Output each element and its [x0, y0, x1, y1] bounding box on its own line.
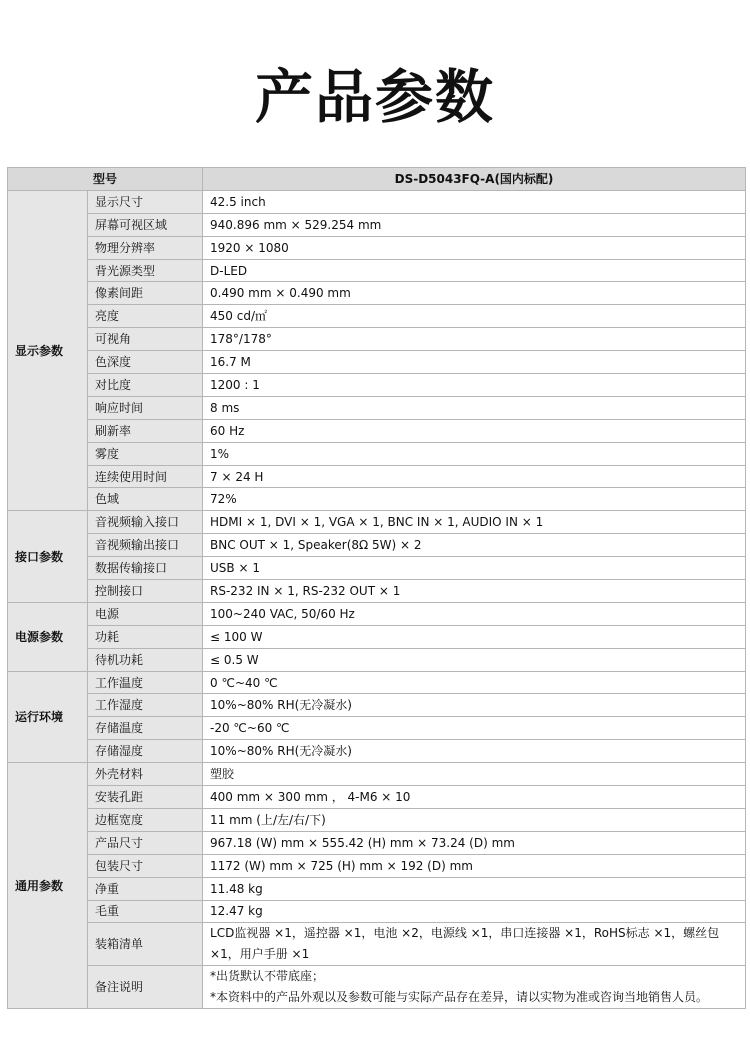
param-value: HDMI × 1, DVI × 1, VGA × 1, BNC IN × 1, AUDIO IN × 1: [203, 511, 746, 534]
param-name: 音视频输入接口: [88, 511, 203, 534]
param-value: 0.490 mm × 0.490 mm: [203, 282, 746, 305]
table-row: [8, 966, 746, 1009]
table-row: [8, 213, 746, 236]
param-name: 显示尺寸: [88, 190, 203, 213]
table-row: [8, 305, 746, 328]
group-label: 接口参数: [8, 511, 88, 603]
group-label: 通用参数: [8, 763, 88, 1009]
param-value: [203, 966, 746, 1009]
param-value: 100~240 VAC, 50/60 Hz: [203, 602, 746, 625]
table-row: [8, 717, 746, 740]
param-value-line: ×1，用户手册 ×1: [210, 947, 310, 962]
param-value: 8 ms: [203, 396, 746, 419]
param-value-line: LCD监视器 ×1，遥控器 ×1，电池 ×2，电源线 ×1，串口连接器 ×1，RoHS标志 ×1，螺丝包: [210, 926, 720, 941]
param-value: 11 mm (上/左/右/下): [203, 808, 746, 831]
table-row: [8, 900, 746, 923]
param-name: 工作温度: [88, 671, 203, 694]
table-row: [8, 602, 746, 625]
param-value: 10%~80% RH(无冷凝水): [203, 740, 746, 763]
param-value: 178°/178°: [203, 328, 746, 351]
param-name: 净重: [88, 877, 203, 900]
table-row: [8, 488, 746, 511]
param-name: 刷新率: [88, 419, 203, 442]
table-row: [8, 190, 746, 213]
table-row: [8, 648, 746, 671]
param-value: 塑胶: [203, 763, 746, 786]
param-name: 背光源类型: [88, 259, 203, 282]
table-row: [8, 831, 746, 854]
table-row: [8, 740, 746, 763]
param-value: 1200 : 1: [203, 374, 746, 397]
param-name: 音视频输出接口: [88, 534, 203, 557]
param-value: 11.48 kg: [203, 877, 746, 900]
param-name: 边框宽度: [88, 808, 203, 831]
table-row: [8, 465, 746, 488]
param-name: 存储湿度: [88, 740, 203, 763]
param-name: 装箱清单: [88, 923, 203, 966]
page-title: 产品参数: [254, 63, 495, 131]
param-name: 待机功耗: [88, 648, 203, 671]
param-value: D-LED: [203, 259, 746, 282]
param-value: 0 ℃~40 ℃: [203, 671, 746, 694]
param-name: 连续使用时间: [88, 465, 203, 488]
param-name: 备注说明: [88, 966, 203, 1009]
param-value: 12.47 kg: [203, 900, 746, 923]
param-name: 对比度: [88, 374, 203, 397]
group-label: 电源参数: [8, 602, 88, 671]
table-row: [8, 328, 746, 351]
table-row: [8, 877, 746, 900]
param-value: ≤ 100 W: [203, 625, 746, 648]
param-value: 72%: [203, 488, 746, 511]
param-value: 400 mm × 300 mm ， 4-M6 × 10: [203, 786, 746, 809]
param-value: [203, 923, 746, 966]
table-row: [8, 625, 746, 648]
param-name: 产品尺寸: [88, 831, 203, 854]
param-name: 存储温度: [88, 717, 203, 740]
param-name: 响应时间: [88, 396, 203, 419]
param-name: 功耗: [88, 625, 203, 648]
param-name: 物理分辨率: [88, 236, 203, 259]
table-row: [8, 854, 746, 877]
table-row: [8, 786, 746, 809]
param-name: 电源: [88, 602, 203, 625]
table-row: [8, 282, 746, 305]
param-value: USB × 1: [203, 557, 746, 580]
table-row: [8, 808, 746, 831]
param-name: 工作湿度: [88, 694, 203, 717]
table-row: [8, 923, 746, 966]
param-name: 控制接口: [88, 580, 203, 603]
param-name: 雾度: [88, 442, 203, 465]
param-value-line: *本资料中的产品外观以及参数可能与实际产品存在差异，请以实物为准或咨询当地销售人员。: [210, 990, 709, 1005]
spec-table: [7, 167, 746, 1009]
table-row: [8, 763, 746, 786]
table-row: [8, 374, 746, 397]
param-value: 10%~80% RH(无冷凝水): [203, 694, 746, 717]
param-name: 毛重: [88, 900, 203, 923]
table-row: [8, 259, 746, 282]
param-value: -20 ℃~60 ℃: [203, 717, 746, 740]
param-name: 外壳材料: [88, 763, 203, 786]
table-row: [8, 557, 746, 580]
group-label: 运行环境: [8, 671, 88, 763]
param-value: BNC OUT × 1, Speaker(8Ω 5W) × 2: [203, 534, 746, 557]
param-value: 967.18 (W) mm × 555.42 (H) mm × 73.24 (D) mm: [203, 831, 746, 854]
model-label: 型号: [8, 168, 203, 191]
param-value: 940.896 mm × 529.254 mm: [203, 213, 746, 236]
param-name: 数据传输接口: [88, 557, 203, 580]
table-row: [8, 694, 746, 717]
model-value: DS-D5043FQ-A(国内标配): [203, 168, 746, 191]
param-name: 安装孔距: [88, 786, 203, 809]
param-value: 1172 (W) mm × 725 (H) mm × 192 (D) mm: [203, 854, 746, 877]
param-value: 1920 × 1080: [203, 236, 746, 259]
table-row: [8, 511, 746, 534]
param-name: 可视角: [88, 328, 203, 351]
table-row: [8, 671, 746, 694]
group-label: 显示参数: [8, 190, 88, 510]
param-name: 色深度: [88, 351, 203, 374]
param-value: ≤ 0.5 W: [203, 648, 746, 671]
param-name: 亮度: [88, 305, 203, 328]
table-row: [8, 419, 746, 442]
param-name: 色域: [88, 488, 203, 511]
table-row: [8, 351, 746, 374]
table-row: [8, 442, 746, 465]
param-value: 450 cd/㎡: [203, 305, 746, 328]
table-row: [8, 580, 746, 603]
param-name: 屏幕可视区域: [88, 213, 203, 236]
cropped-caption-fragment: [8, 156, 88, 164]
table-row: [8, 396, 746, 419]
param-value: 42.5 inch: [203, 190, 746, 213]
table-row: [8, 534, 746, 557]
table-row: [8, 236, 746, 259]
param-name: 包装尺寸: [88, 854, 203, 877]
param-value: 16.7 M: [203, 351, 746, 374]
param-value: 60 Hz: [203, 419, 746, 442]
param-value-line: *出货默认不带底座；: [210, 969, 325, 984]
param-name: 像素间距: [88, 282, 203, 305]
table-header-row: [8, 168, 746, 191]
spec-table-body: [8, 190, 746, 1009]
param-value: 1%: [203, 442, 746, 465]
param-value: 7 × 24 H: [203, 465, 746, 488]
param-value: RS-232 IN × 1, RS-232 OUT × 1: [203, 580, 746, 603]
